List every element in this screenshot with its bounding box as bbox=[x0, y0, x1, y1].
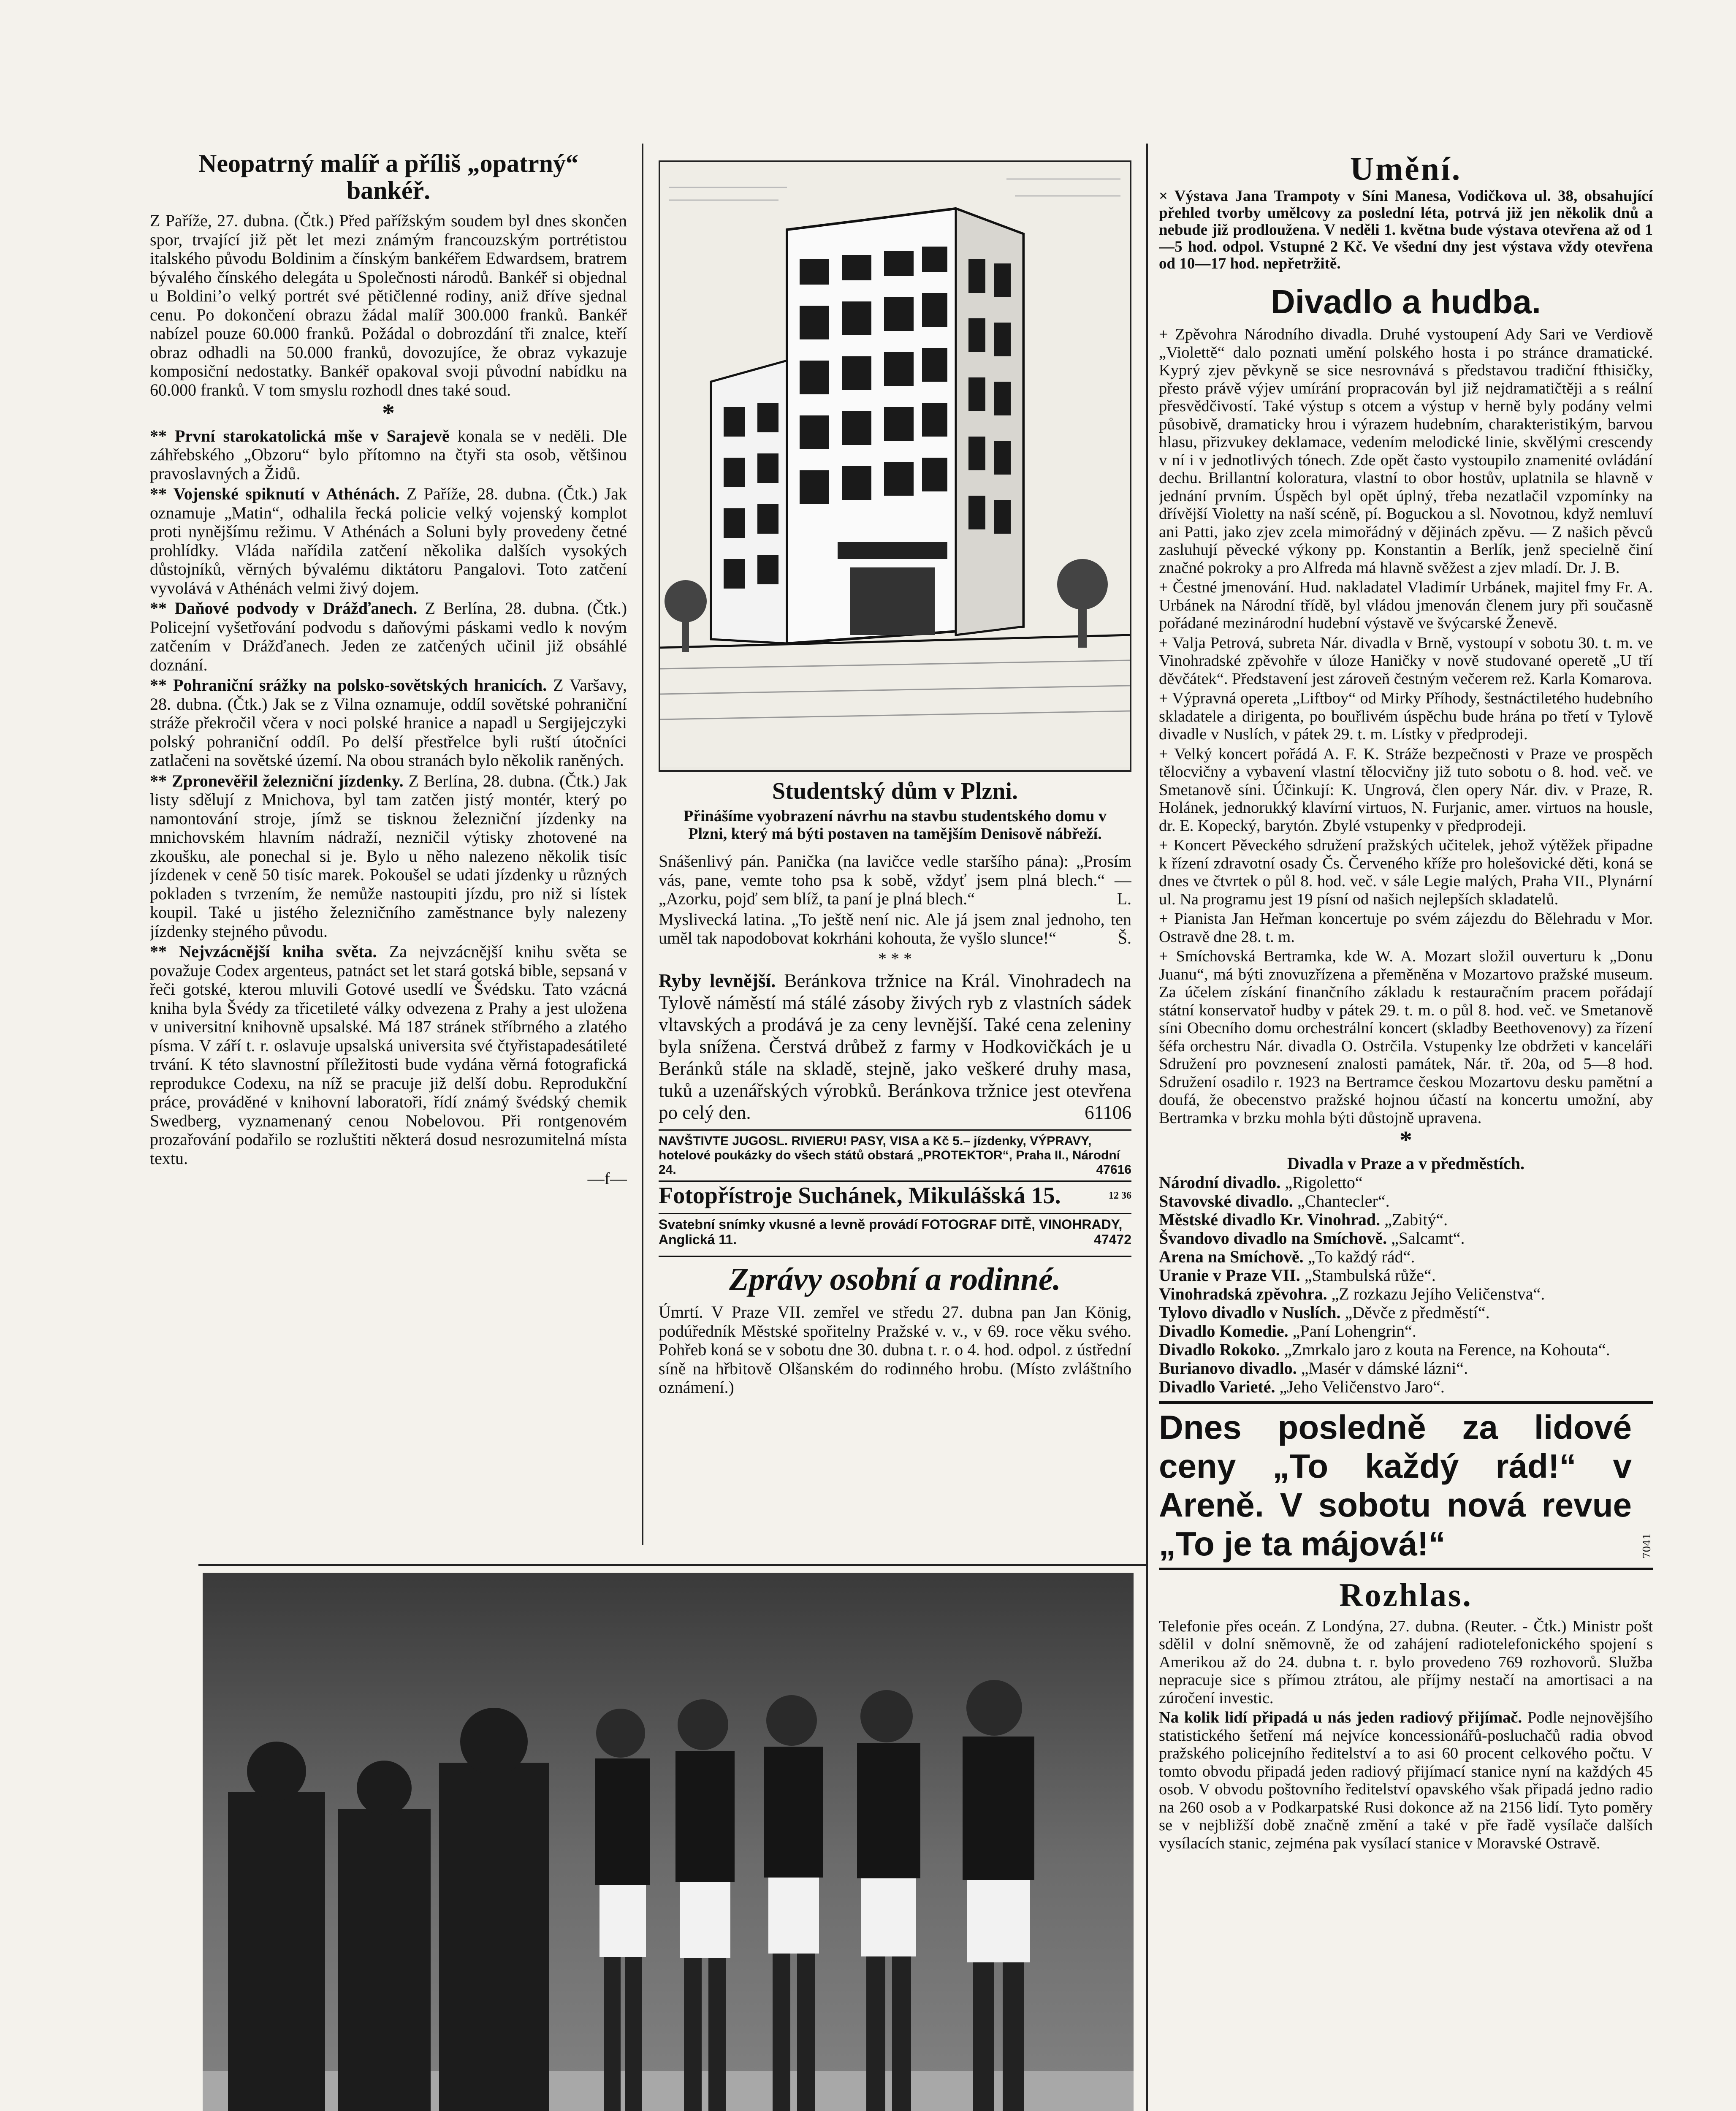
theatre-item: + Zpěvohra Národního divadla. Druhé vystoupení Ady Sari ve Verdiově „Violettě“ dalo poznati umění polského hosta i po stránce dramatické. Kyprý zjev pěvkyně se sice nesrovnává s představou tradiční fthisičky, přesto právě výjev umírání propracován byl již nejdramatičtěji a s reální přesvědčivostí. Také výstup s otcem a výstup v herně byly podány velmi působivě, dramaticky hrou i výrazem hudebním, charakteristikým, barvou hlasu, přizvukey deklamace, vedením melodické linie, skvělými crescendy v ní i v jednotlivých tónech. Zde opět často vystoupilo znamenité ovládání dechu. Brillantní koloratura, vlastní to obor hostův, uplatnila se hlavně v jednání prvním. Úspěch byl opět úplný, třeba nezatlačil vzpomínky na dřívější Violetty na naší scéně, pí. Boguckou a sl. Novotnou, když nemluví ani Patti, jako zjev zcela mimořádný v dějinách zpěvu. — Z našich pěvců zasluhují pěvecké výkony pp. Konstantin a Berlík, jenž specielně činí značné pokroky a pro Alfreda má hlavně svěžest a zjev mladí. Dr. J. B. bbox=[1159, 326, 1653, 577]
news-item: ** Pohraniční srážky na polsko-sovětských hranicích. Z Varšavy, 28. dubna. (Čtk.) Jak se z Vilna oznamuje, oddíl sovětské pohraniční stráže překročil včera v noci polské hranice a napadl u Sergijejczyki polský pohraniční oddíl. Po delší přestřelce byli ruští útočníci zatlačeni na sovětské území. Na obou stranách bylo několik raněných. bbox=[150, 676, 627, 770]
column-rule-right bbox=[1146, 144, 1148, 2111]
ad-cameras: Fotopřístroje Suchánek, Mikulášská 15. 12 36 bbox=[659, 1180, 1131, 1210]
theatre-section-title: Divadlo a hudba. bbox=[1270, 283, 1541, 320]
building-caption-title: Studentský dům v Plzni. bbox=[772, 778, 1018, 804]
news-signature: —f— bbox=[587, 1169, 627, 1188]
program-row: Burianovo divadlo. „Masér v dámské lázni“. bbox=[1159, 1358, 1468, 1378]
article-body-painter: Z Paříže, 27. dubna. (Čtk.) Před pařížským soudem byl dnes skončen spor, trvající již pět let mezi známým francouzským portrétistou italského původu Boldinim a čínským bankéřem Edwardsem, bratrem bývalého čínského delegáta u Společnosti národů. Bankéř si objednal u Boldini’o velký portrét své pětičlenné rodiny, aniž dříve sjednal cenu. Po dokončení obrazu žádal malíř 300.000 franků. Bankéř nabízel pouze 60.000 franků. Požádal o dobrozdání tři znalce, kteří obraz odhadli na 50.000 franků, dovozujíce, že obraz vykazuje komposiční nedostatky. Bankéř opakoval svoji původní nabídku na 60.000 franků. V tom smyslu rozhodl dnes také soud. bbox=[150, 211, 627, 399]
program-row: Stavovské divadlo. „Chantecler“. bbox=[1159, 1191, 1390, 1210]
news-item: ** Nejvzácnější kniha světa. Za nejvzácnější knihu světa se považuje Codex argenteus, patnáct set let stará gotská bible, sepsaná v řeči gotské, kterou mluvili Gotové usedlí ve Švédsku. Tato vzácná kniha byla Švédy za třicetileté války odvezena z Prahy a jest uložena v universitní knihovně upsalské. Má 187 stránek stříbrného a zlatého písma. V září t. r. oslavuje upsalská universita své čtyřistapadesátileté trvání. K této slavnostní příležitosti bude vydána věrná fotografická reprodukce Codexu, na níž se pracuje již delší dobu. Reprodukční práce, prováděné v knihovní laboratoři, řídí známý švédský chemik Swedberg, vyznamenaný cenou Nobelovou. Při rontgenovém prozařování podařilo se rozluštiti některá dosud nesrozumitelná místa textu. bbox=[150, 942, 627, 1168]
radio-text: Telefonie přes oceán. Z Londýna, 27. dubna. (Reuter. - Čtk.) Ministr pošt sdělil v dolní sněmovně, že od zahájení radiotelefonického spojení s Amerikou až do 24. dubna t. r. bylo provedeno 769 rozhovorů. Služba nepracuje sice s přímou ztrátou, ale příjmy nestačí na amortisaci a na zúročení investic. bbox=[1159, 1617, 1653, 1707]
radio-section-title: Rozhlas. bbox=[1339, 1576, 1473, 1613]
theatre-item: + Smíchovská Bertramka, kde W. A. Mozart složil ouverturu k „Donu Juanu“, má býti znovuzřízena a přeměněna v Mozartovo pražské museum. Za účelem získání finančního základu k restauračním pracem pořádají státní konservatoř hudby v pátek 29. t. m. o půl 8. hod. več. ve Smetanově síni Obecního domu orchestrální koncert (skladby Beethovenovy) za řízení šéfa orchestru Nár. divadla O. Ostrčila. Vstupenky lze obdržeti v kanceláři Sdružení pro povznesení znalosti památek, Nár. tř. 20a, od 5—8 hod. Sdružení osadilo r. 1923 na Bertramce českou Mozartovu desku pamětní a doufá, že obecenstvo pražské hojnou účastí na koncertu umožní, aby Bertramka v brzku mohla býti důstojně upravena. bbox=[1159, 947, 1653, 1127]
program-row: Divadlo Rokoko. „Zmrkalo jaro z kouta na Ference, na Kohouta“. bbox=[1159, 1340, 1610, 1359]
joke-item: Snášenlivý pán. Panička (na lavičce vedle staršího pána): „Prosím vás, pane, vemte toho psa k sobě, vždyť jsem plná blech.“ — „Azorku, pojď sem blíž, ta paní je plná blech.“ L. bbox=[659, 852, 1131, 908]
personal-news-title: Zprávy osobní a rodinné. bbox=[659, 1256, 1131, 1298]
theatre-item: + Velký koncert pořádá A. F. K. Stráže bezpečnosti v Praze ve prospěch tělocvičny a vybavení vlastní tělocvičny již tuto sobotu o 8. hod. več. ve Smetanově síni. Účinkují: K. Ungrová, člen opery Nár. div. v Praze, R. Holánek, jednorukký klavírní virtuos, N. Furjanic, amer. virtuos na housle, dr. E. Kopecký, barytón. Zbylé vstupenky v předprodeji. bbox=[1159, 745, 1653, 835]
building-caption-text: Přinášíme vyobrazení návrhu na stavbu studentského domu v Plzni, který má býti postaven na tamějším Denisově nábřeží. bbox=[684, 807, 1107, 843]
section-divider-star: * bbox=[1400, 1126, 1412, 1154]
photo-top-rule bbox=[198, 1564, 1146, 1566]
left-column bbox=[150, 150, 627, 1552]
program-row: Vinohradská zpěvohra. „Z rozkazu Jejího Veličenstva“. bbox=[1159, 1284, 1545, 1303]
wembley-photo bbox=[203, 1573, 1134, 2111]
theatre-program-list bbox=[1159, 1173, 1653, 1396]
news-item: ** Daňové podvody v Drážďanech. Z Berlína, 28. dubna. (Čtk.) Policejní vyšetřování podvodu s daňovými páskami vedlo k novým zatčením v Drážďanech. Jeden ze zatčených učinil již obsáhlé doznání. bbox=[150, 599, 627, 674]
art-section-title: Umění. bbox=[1350, 150, 1462, 187]
section-divider-star: * bbox=[382, 399, 395, 427]
program-title: Divadla v Praze a v předměstích. bbox=[1287, 1153, 1525, 1173]
art-exhibition-text: × Výstava Jana Trampoty v Síni Manesa, Vodičkova ul. 38, obsahující přehled tvorby umělcovy za poslední léta, potrvá již jen několik dnů a nebude již prodloužena. V neděli 1. května bude výstava otevřena až od 1—5 hod. odpol. Vstupné 2 Kč. Ve všední dny jest výstava vždy otevřena od 10—17 hod. nepřetržitě. bbox=[1159, 187, 1653, 272]
building-illustration bbox=[659, 160, 1131, 772]
radio-item: Na kolik lidí připadá u nás jeden radiový přijímač. Podle nejnovějšího statistického šetření má nejvíce koncessionářů-posluchačů radia obvod pražského policejního ředitelství a to asi 60 procent celkového počtu. V tomto obvodu připadá jeden radiový přijímací stanice nyní na každých 45 osob. V obvodu poštovního ředitelství opavského však připadá jedno radio na 260 osob a v Podkarpatské Rusi dokonce až na 2156 lidí. Tyto poměry se v nejbližší době značně změní a také v pře řadě vysílače dalších vysílacích stanic, zejména pak vysílací stanice v Moravské Ostravě. bbox=[1159, 1709, 1653, 1852]
news-item: ** První starokatolická mše v Sarajevě konala se v neděli. Dle záhřebského „Obzoru“ bylo přítomno na čtyři sta osob, většinou pravoslavných a Židů. bbox=[150, 426, 627, 483]
arena-ad-code: 7041 bbox=[1641, 1533, 1653, 1559]
theatre-item: + Čestné jmenování. Hud. nakladatel Vladimír Urbánek, majitel fmy Fr. A. Urbánek na Národní třídě, byl vládou jmenován členem jury při současně pořádané mezinárodní hudební výstavě ve švýcarské Ženevě. bbox=[1159, 578, 1653, 632]
arena-ad-text: Dnes posledně za lidové ceny „To každý rád!“ v Areně. V sobotu nová revue „To je ta májová!“ bbox=[1159, 1408, 1632, 1563]
program-row: Uranie v Praze VII. „Stambulská růže“. bbox=[1159, 1265, 1436, 1285]
right-column bbox=[1159, 150, 1653, 2111]
wembley-photo-image bbox=[203, 1573, 1134, 2111]
program-row: Arena na Smíchově. „To každý rád“. bbox=[1159, 1247, 1415, 1266]
program-row: Divadlo Varieté. „Jeho Veličenstvo Jaro“. bbox=[1159, 1377, 1445, 1396]
ad-photographer: Svatební snímky vkusné a levně provádí FOTOGRAF DITĚ, VINOHRADY, Anglická 11. 47472 bbox=[659, 1213, 1131, 1247]
section-divider-dots: * * * bbox=[878, 949, 912, 968]
program-row: Národní divadlo. „Rigoletto“ bbox=[1159, 1172, 1363, 1192]
theatre-item: + Koncert Pěveckého sdružení pražských učitelek, jehož výtěžek připadne k řízení zdravotní osady Čs. Červeného kříže pro holešovické děti, koná se dnes ve čtvrtek o půl 8. hod. več. v sále Legie malých, Praha VII., Plynární ul. Na programu jest 19 písní od našich nejlepších skladatelů. bbox=[1159, 836, 1653, 908]
program-row: Městské divadlo Kr. Vinohrad. „Zabitý“. bbox=[1159, 1210, 1448, 1229]
article-title-painter: Neopatrný malíř a příliš „opatrný“ bankéř. bbox=[198, 150, 578, 204]
news-item: ** Zpronevěřil železniční jízdenky. Z Berlína, 28. dubna. (Čtk.) Jak listy sdělují z Mnichova, byl tam zatčen jistý montér, který po namontování stroje, jímž se tisknou železniční jízdenky na mnichovském hlavním nádraží, nezničil výtisky zhotovené na zkoušku, ale ponechal si je. Bylo u něho nalezeno několik tisíc jízdenek v ceně 50 tisíc marek. Pokoušel se udati jízdenky u různých pokladen s tvrzením, že nemůže nastoupiti jízdu, pro niž si lístek koupil. Také u jistého železničního zaměstnance byly nalezeny jízdenky stejného původu. bbox=[150, 771, 627, 941]
column-rule-left bbox=[642, 144, 643, 1545]
joke-item: Myslivecká latina. „To ještě není nic. Ale já jsem znal jednoho, ten uměl tak napodobovat kokrháni kohouta, že vyšlo slunce!“ Š. bbox=[659, 909, 1131, 947]
program-row: Švandovo divadlo na Smíchově. „Salcamt“. bbox=[1159, 1228, 1465, 1248]
theatre-item: + Pianista Jan Heřman koncertuje po svém zájezdu do Bělehradu v Mor. Ostravě dne 28. t. m. bbox=[1159, 910, 1653, 946]
news-item: ** Vojenské spiknutí v Athénách. Z Paříže, 28. dubna. (Čtk.) Jak oznamuje „Matin“, odhalila řecká policie velký vojenský komplot proti nynějšímu režimu. V Athénách a Soluni byly provedeny četné prohlídky. Vláda nařídila zatčení několika dalších vysokých důstojníků, věrných bývalému diktátoru Pangalovi. Toto zatčení vyvolává v Athénách velmi živý dojem. bbox=[150, 484, 627, 597]
program-row: Tylovo divadlo v Nuslích. „Děvče z předměstí“. bbox=[1159, 1302, 1490, 1322]
building-drawing bbox=[660, 162, 1130, 767]
theatre-item: + Valja Petrová, subreta Nár. divadla v Brně, vystoupí v sobotu 30. t. m. ve Vinohradské zpěvohře v úloze Haničky v nově studované operetě „U tří děvčátek“. Představení jest zároveň čestným večerem rež. Karla Komarova. bbox=[1159, 634, 1653, 688]
ad-travel: NAVŠTIVTE JUGOSL. RIVIERU! PASY, VISA a Kč 5.– jízdenky, VÝPRAVY, hotelové poukázky do všech států obstará „PROTEKTOR“, Praha II., Národní 24. 47616 bbox=[659, 1129, 1131, 1177]
theatre-item: + Výpravná opereta „Liftboy“ od Mirky Příhody, šestnáctiletého hudebního skladatele a dirigenta, po bouřlivém úspěchu bude hrána po třetí v Tylově divadle v Nuslích, v pátek 29. t. m. Lístky v předprodeji. bbox=[1159, 689, 1653, 743]
fish-market-item: Ryby levnější. Beránkova tržnice na Král. Vinohradech na Tylově náměstí má stálé zásoby živých ryb z vlastních sádek vltavských a prodává je za ceny levnější. Také cena zeleniny byla snížena. Čerstvá drůbež z farmy v Hodkovičkách je u Beránků stále na skladě, stejně, jako veškeré druhy masa, tuků a uzenářských výrobků. Beránkova tržnice jest otevřena po celý den. 61106 bbox=[659, 970, 1131, 1123]
middle-column bbox=[659, 160, 1131, 1562]
personal-news-text: Úmrtí. V Praze VII. zemřel ve středu 27. dubna pan Jan König, podúředník Městské spořitelny Pražské v. v., v 69. roce věku svého. Pohřeb koná se v sobotu dne 30. dubna t. r. o 4. hod. odpol. z ústřední síně na hřbitově Olšanském do rodinného hrobu. (Místo zvláštního oznámení.) bbox=[659, 1302, 1131, 1397]
program-row: Divadlo Komedie. „Paní Lohengrin“. bbox=[1159, 1321, 1416, 1340]
arena-advertisement bbox=[1159, 1401, 1653, 1570]
